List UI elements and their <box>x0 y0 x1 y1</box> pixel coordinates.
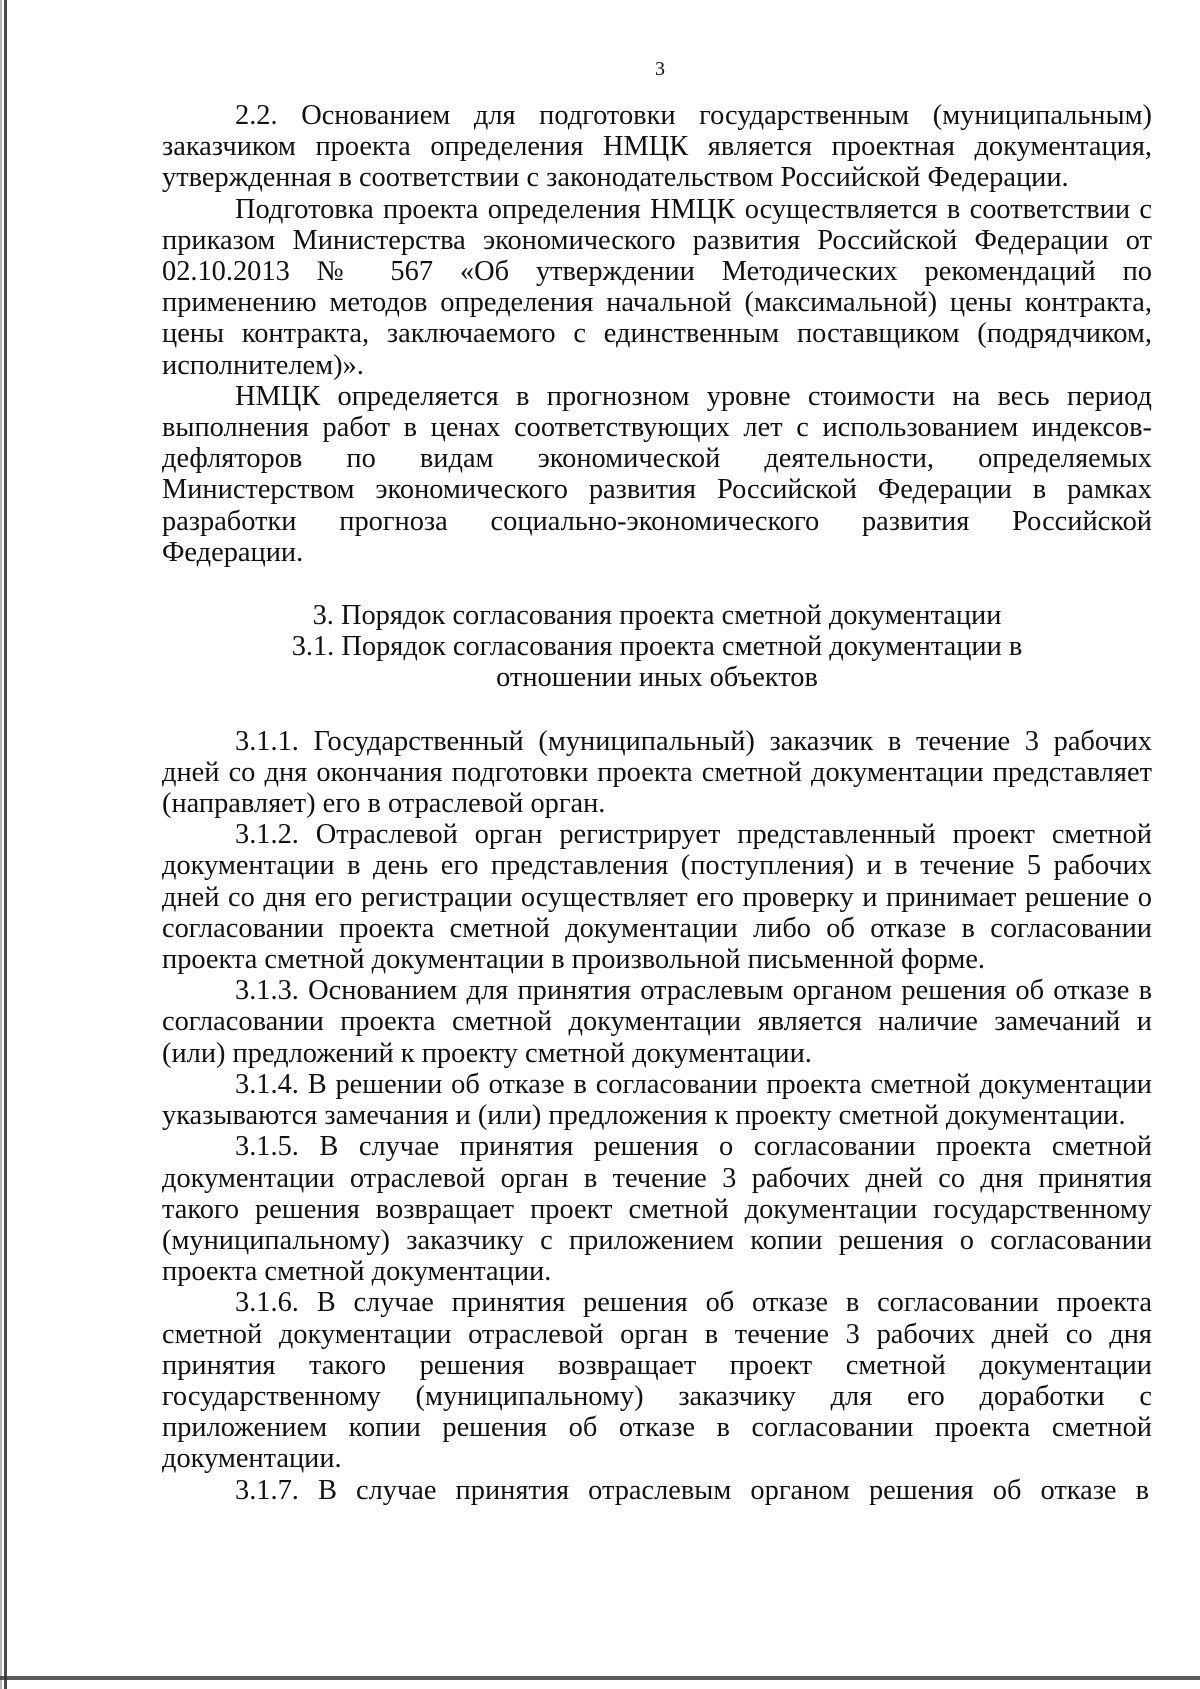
scan-edge-bottom <box>0 1676 1200 1680</box>
paragraph-3-1-1: 3.1.1. Государственный (муниципальный) заказчик в течение 3 рабочих дней со дня окончания подготовки проекта сметной документации представляет (направляет) его в отраслевой орган. <box>162 725 1152 820</box>
paragraph-3-1-4: 3.1.4. В решении об отказе в согласовании проекта сметной документации указываются замечания и (или) предложения к проекту сметной документации. <box>162 1068 1152 1132</box>
paragraph-3-1-2: 3.1.2. Отраслевой орган регистрирует представленный проект сметной документации в день его представления (поступления) и в течение 5 рабочих дней со дня его регистрации осуществляет его проверку и принимает решение о согласовании проекта сметной документации либо об отказе в согласовании проекта сметной документации в произвольной письменной форме. <box>162 819 1152 976</box>
paragraph-nmck-preparation: Подготовка проекта определения НМЦК осуществляется в соответствии с приказом Министерства экономического развития Российской Федерации от 02.10.2013 № 567 «Об утверждении Методических рекомендаций по применению методов определения начальной (максимальной) цены контракта, цены контракта, заключаемого с единственным поставщиком (подрядчиком, исполнителем)». <box>162 193 1152 381</box>
section-heading: 3. Порядок согласования проекта сметной документации <box>312 600 1002 632</box>
subsection-heading: 3.1. Порядок согласования проекта сметной документации в отношении иных объектов <box>291 631 1023 694</box>
paragraph-3-1-6: 3.1.6. В случае принятия решения об отказе в согласовании проекта сметной документации отраслевой орган в течение 3 рабочих дней со дня принятия такого решения возвращает проект сметной документации государственному (муниципальному) заказчику для его доработки с приложением копии решения об отказе в согласовании проекта сметной документации. <box>162 1287 1152 1475</box>
paragraph-3-1-7-start: 3.1.7. В случае принятия отраслевым органом решения об отказе в <box>235 1474 1150 1506</box>
scan-edge-left-outer <box>0 0 2 1689</box>
paragraph-3-1-5: 3.1.5. В случае принятия решения о согласовании проекта сметной документации отраслевой орган в течение 3 рабочих дней со дня принятия такого решения возвращает проект сметной документации государственному (муниципальному) заказчику с приложением копии решения о согласовании проекта сметной документации. <box>162 1131 1152 1288</box>
paragraph-nmck-determination: НМЦК определяется в прогнозном уровне стоимости на весь период выполнения работ в ценах соответствующих лет с использованием индексов-дефляторов по видам экономической деятельности, определяемых Министерством экономического развития Российской Федерации в рамках разработки прогноза социально-экономического развития Российской Федерации. <box>162 380 1152 568</box>
paragraph-3-1-3: 3.1.3. Основанием для принятия отраслевым органом решения об отказе в согласовании проекта сметной документации является наличие замечаний и (или) предложений к проекту сметной документации. <box>162 975 1152 1069</box>
page-number: 3 <box>655 58 665 80</box>
paragraph-2-2: 2.2. Основанием для подготовки государственным (муниципальным) заказчиком проекта определения НМЦК является проектная документация, утвержденная в соответствии с законодательством Российской Федерации. <box>162 100 1152 194</box>
document-body <box>162 100 1152 1506</box>
scan-edge-left <box>4 0 7 1689</box>
